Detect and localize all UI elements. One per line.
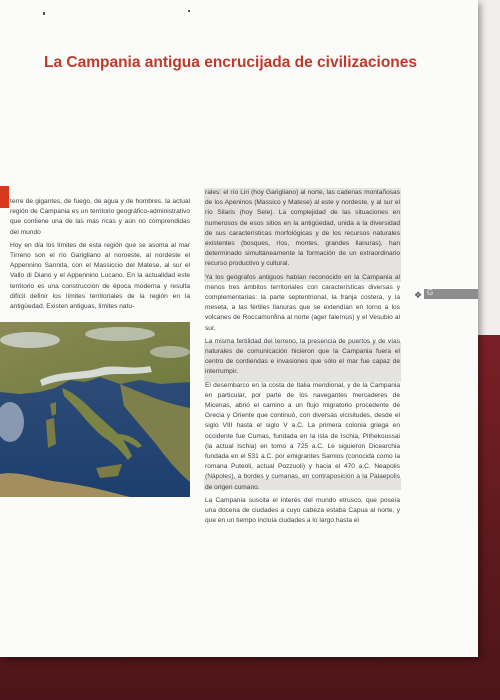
text-column-right xyxy=(205,188,400,530)
paragraph: rales: el río Liri (hoy Garigliano) al norte, las cadenas montañosas de los Apeninos (Massico y Matese) al este y nordeste, y al sur el río Silaris (hoy Sele). La complejidad de las situaciones en numerosos de esos sitios en la antigüedad, unida a la diversidad de sus características morfológicas y de los recursos naturales existentes (bosques, ríos, montes, grandes llanuras), han determinado simultáneamente la formación de un extraordinario recurso productivo y cultural. xyxy=(205,189,400,268)
page-title: La Campania antigua encrucijada de civilizaciones xyxy=(44,54,417,71)
drop-cap-marker xyxy=(0,186,9,208)
satellite-map-image xyxy=(0,322,190,497)
paragraph: Hoy en día los límites de esta región que se asoma al mar Tirreno son el río Garigliano al noroeste, al nordeste el Appennino Sannita, con el Massiccio del Matese, al sur el Vallo di Diano y el Appennino Lucano. En la actualidad este territorio es una construcción de época moderna y resulta difícil definir los límites territoriales de la región en la antigüedad. Existen antiguas, límites natu- xyxy=(10,241,190,311)
paragraph: Ya los geógrafos antiguos habían reconocido en la Campania al menos tres ámbitos territoriales con características diversas y complementarias: la parte septentrional, la franja costera, y la meseta, a las fértiles llanuras que se extendían en torno a los volcanes de Roccamonfina al norte (ager falernus) y el Vesubio al sur. xyxy=(205,273,400,332)
text-column-left xyxy=(10,197,190,315)
map-graphic xyxy=(0,322,190,497)
page-tab-label: G xyxy=(427,288,434,297)
scan-speck xyxy=(188,10,190,12)
scan-speck xyxy=(43,12,45,15)
page-tab xyxy=(424,289,478,299)
paragraph: La Campania suscita el interés del mundo etrusco, que poseía una docena de ciudades a cuyo cabeza estaba Capua al norte, y que en un tiempo incluía ciudades a lo largo hasta el xyxy=(205,496,400,525)
paragraph: terre de gigantes, de fuego, de agua y de hombres. la actual región de Campania es un territorio geográfico-administrativo que contiene una de las más ricas y aún no comprendidas del mundo xyxy=(10,198,190,236)
paragraph: El desembarco en la costa de Italia meridional, y de la Campania en particular, por parte de los navegantes mercaderes de Micenas, abrió el camino a un flujo migratorio procedente de Grecia y Oriente que continuó, con diversas vicisitudes, desde el siglo VIII hasta el siglo V a.C. La primera colonia griega en occidente fue Cumas, fundada en la isla de Ischia, Pithekoussai (la actual Ischia) en torno a 725 a.C. Le siguieron Dicearchia fundada en el 531 a.C. por emigrantes Samios (conocida como la romana Puteoli, actual Pozzuoli) y hacia el 470 a.C. Neapolis (Nápoles), a bordes y cumanas, en contraposición a la Palaepolis de origen cumano. xyxy=(205,381,400,491)
paragraph: La misma fertilidad del terreno, la presencia de puertos y de vías naturales de comunicación hicieron que la Campania fuera el centro de contiendas e invasiones que sólo el mar fue capaz de interrumpir. xyxy=(205,337,400,376)
arrow-right-icon: ❖ xyxy=(414,290,423,300)
